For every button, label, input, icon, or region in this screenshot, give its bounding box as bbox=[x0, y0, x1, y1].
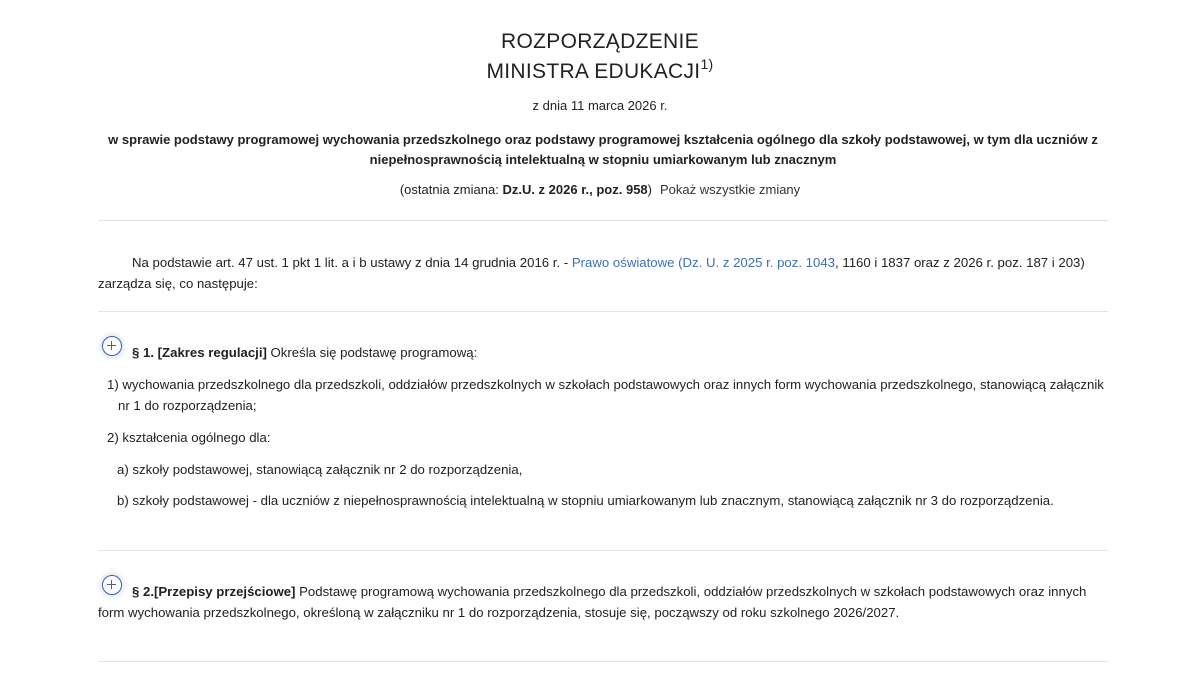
section-1-heading: § 1. [Zakres regulacji] bbox=[132, 345, 267, 360]
preamble-text-after: , 1160 i 1837 oraz z 2026 r. poz. 187 i 203) zarządza się, co następuje: bbox=[98, 255, 1085, 291]
plus-circle-icon[interactable] bbox=[102, 336, 122, 356]
amendment-prefix: (ostatnia zmiana: bbox=[399, 182, 503, 197]
issuer-title bbox=[0, 56, 1200, 84]
divider bbox=[98, 220, 1108, 221]
bottom-strip bbox=[0, 656, 1200, 675]
amendment-suffix: ) bbox=[647, 182, 653, 197]
footnote-marker[interactable]: 1) bbox=[700, 56, 714, 72]
issue-date: z dnia 11 marca 2026 r. bbox=[532, 98, 668, 113]
section-2-heading: § 2.[Przepisy przejściowe] bbox=[132, 584, 296, 599]
section-1-point-1: 1) wychowania przedszkolnego dla przedszkoli, oddziałów przedszkolnych w szkołach podstawowych oraz innych form wychowania przedszkolnego, stanowiącą załącznik nr 1 do rozporządzenia; bbox=[107, 377, 1104, 413]
divider bbox=[98, 550, 1108, 551]
section-1-header bbox=[132, 342, 477, 363]
section-1-point-2: 2) kształcenia ogólnego dla: bbox=[107, 430, 271, 445]
last-amendment bbox=[0, 182, 1200, 197]
document-subject: w sprawie podstawy programowej wychowania przedszkolnego oraz podstawy programowej kształcenia ogólnego dla szkoły podstawowej, w tym dla uczniów z niepełnosprawnością intelektualną w stopniu umiarkowanym lub znacznym bbox=[108, 132, 1098, 167]
section-2-text: Podstawę programową wychowania przedszkolnego dla przedszkoli, oddziałów przedszkolnych w szkołach podstawowych oraz innych form wychowania przedszkolnego, określoną w załączniku nr 1 do rozporządzenia, stosuje się, począwszy od roku szkolnego 2026/2027. bbox=[98, 584, 1087, 620]
show-all-changes-link[interactable]: Pokaż wszystkie zmiany bbox=[660, 182, 801, 197]
preamble bbox=[98, 252, 1108, 294]
amendment-reference: Dz.U. z 2026 r., poz. 958 bbox=[502, 182, 648, 197]
issuer-name: MINISTRA EDUKACJI bbox=[486, 60, 701, 83]
act-link[interactable]: Prawo oświatowe bbox=[571, 255, 675, 270]
section-1-letter-a: a) szkoły podstawowej, stanowiącą załącznik nr 2 do rozporządzenia, bbox=[117, 462, 523, 477]
section-1-intro: Określa się podstawę programową: bbox=[266, 345, 478, 360]
preamble-text-before: Na podstawie art. 47 ust. 1 pkt 1 lit. a i b ustawy z dnia 14 grudnia 2016 r. - bbox=[132, 255, 572, 270]
divider bbox=[98, 661, 1108, 662]
journal-link[interactable]: Dz. U. z 2025 r. poz. 1043 bbox=[682, 255, 836, 270]
paren-open: ( bbox=[674, 255, 683, 270]
section-1-letter-b: b) szkoły podstawowej - dla uczniów z niepełnosprawnością intelektualną w stopniu umiarkowanym lub znacznym, stanowiącą załącznik nr 3 do rozporządzenia. bbox=[117, 493, 1054, 508]
divider bbox=[98, 311, 1108, 312]
document-title: ROZPORZĄDZENIE bbox=[501, 30, 699, 53]
section-2 bbox=[98, 581, 1108, 623]
